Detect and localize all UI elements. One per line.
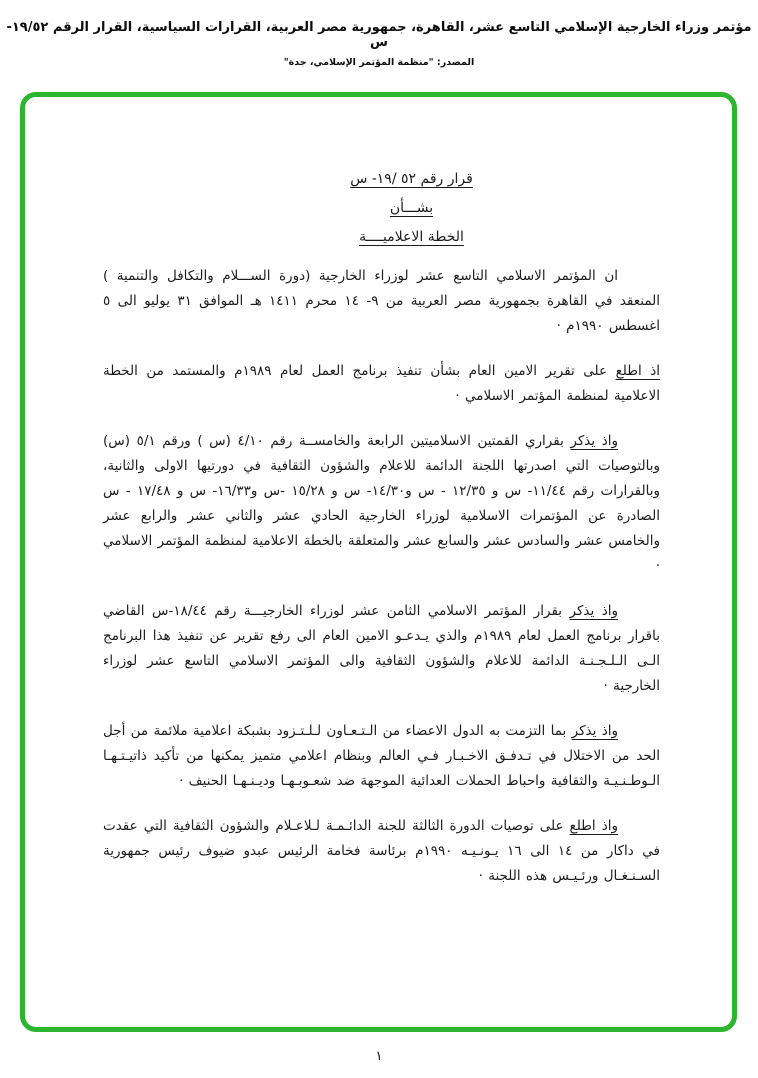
- paragraph-lead-phrase: واذ اطلع: [569, 818, 618, 834]
- paragraph: واذ يذكر بقراري القمتين الاسلاميتين الرابعة والخامســة رقم ٤/١٠ (س ) ورقم ٥/١ (س) وبالتوصيات التي اصدرتها اللجنة الدائمة للاعلام والشؤون الثقافية في دورتيها الاولى والثانية، وبالقرارات رقم ١١/٤٤- س و ١٢/٣٥ - س و١٤/٣٠- س و ١٥/٢٨ -س و١٦/٣٣- س و ١٧/٤٨ - س الصادرة عن المؤتمرات الاسلامية لوزراء الخارجية الحادي عشر والثاني عشر والرابع عشر والخامس عشر والسادس عشر والسابع عشر والمتعلقة بالخطة الاعلامية لمنظمة المؤتمر الاسلامي ·: [103, 433, 661, 574]
- paragraph: اذ اطلع على تقرير الامين العام بشأن تنفيذ برنامج العمل لعام ١٩٨٩م والمستمد من الخطة الاعلامية لمنظمة المؤتمر الاسلامي ·: [103, 363, 660, 404]
- resolution-title-line: الخطة الاعلاميــــة: [359, 229, 464, 245]
- green-border-frame: [20, 92, 737, 1032]
- resolution-paragraphs: [103, 264, 660, 889]
- paragraph-lead-phrase: واذ يذكر: [571, 723, 618, 739]
- paragraph: واذ يذكر بقرار المؤتمر الاسلامي الثامن عشر لوزراء الخارجيـــة رقم ١٨/٤٤-س القاضي باقرار برنامج العمل لعام ١٩٨٩م والذي يـدعـو الامين العام الى رفع تقرير عن تنفيذ هذا البرنامج الـى الـلـجـنـة الدائمة للاعلام والشؤون الثقافية والى المؤتمر الاسلامي التاسع عشر لوزراء الخارجية ·: [103, 603, 660, 694]
- paragraph-lead-phrase: اذ اطلع: [615, 363, 660, 379]
- document-header: [0, 20, 758, 68]
- page-number: ١: [375, 1049, 383, 1064]
- resolution-title-block: [163, 165, 660, 252]
- paragraph: ان المؤتمر الاسلامي التاسع عشر لوزراء الخارجية (دورة الســـلام والتكافل والتنمية ) المنعقد في القاهرة بجمهورية مصر العربية من ٩- ١٤ محرم ١٤١١ هـ الموافق ٣١ يوليو الى ٥ اغسطس ١٩٩٠م ·: [103, 268, 660, 334]
- document-body: [25, 97, 732, 889]
- header-citation-title: مؤتمر وزراء الخارجية الإسلامي التاسع عشر، القاهرة، جمهورية مصر العربية، القرارات السياسية، القرار الرقم ١٩/٥٢-س: [6, 20, 752, 50]
- header-source-line: المصدر: "منظمة المؤتمر الإسلامي، جدة": [283, 57, 475, 68]
- resolution-title-line: قرار رقم ٥٢ /١٩- س: [350, 171, 473, 187]
- paragraph: واذ يذكر بما التزمت به الدول الاعضاء من الـتـعـاون لـلـتـزود بشبكة اعلامية ملائمة من أجل الحد من الاختلال في تـدفـق الاخـبـار فـي العالم وبنظام اعلامي متميز يمكنها من تأكيد ذاتيـتـهـا الـوطـنـيـة والثقافية واحباط الحملات العدائية الموجهة ضد شعـوبـهـا وديـنـهـا الحنيف ·: [103, 723, 660, 789]
- resolution-title-line: بشـــأن: [389, 200, 434, 216]
- paragraph: واذ اطلع على توصيات الدورة الثالثة للجنة الدائـمـة لـلاعـلام والشؤون الثقافية التي عقدت في داكار من ١٤ الى ١٦ يـونـيـه ١٩٩٠م برئاسة فخامة الرئيس عبدو ضيوف رئيس جمهورية السـنـغـال ورئـيـس هذه اللجنة ·: [103, 818, 660, 884]
- paragraph-lead-phrase: واذ يذكر: [570, 433, 618, 449]
- paragraph-lead-phrase: واذ يذكر: [569, 603, 618, 619]
